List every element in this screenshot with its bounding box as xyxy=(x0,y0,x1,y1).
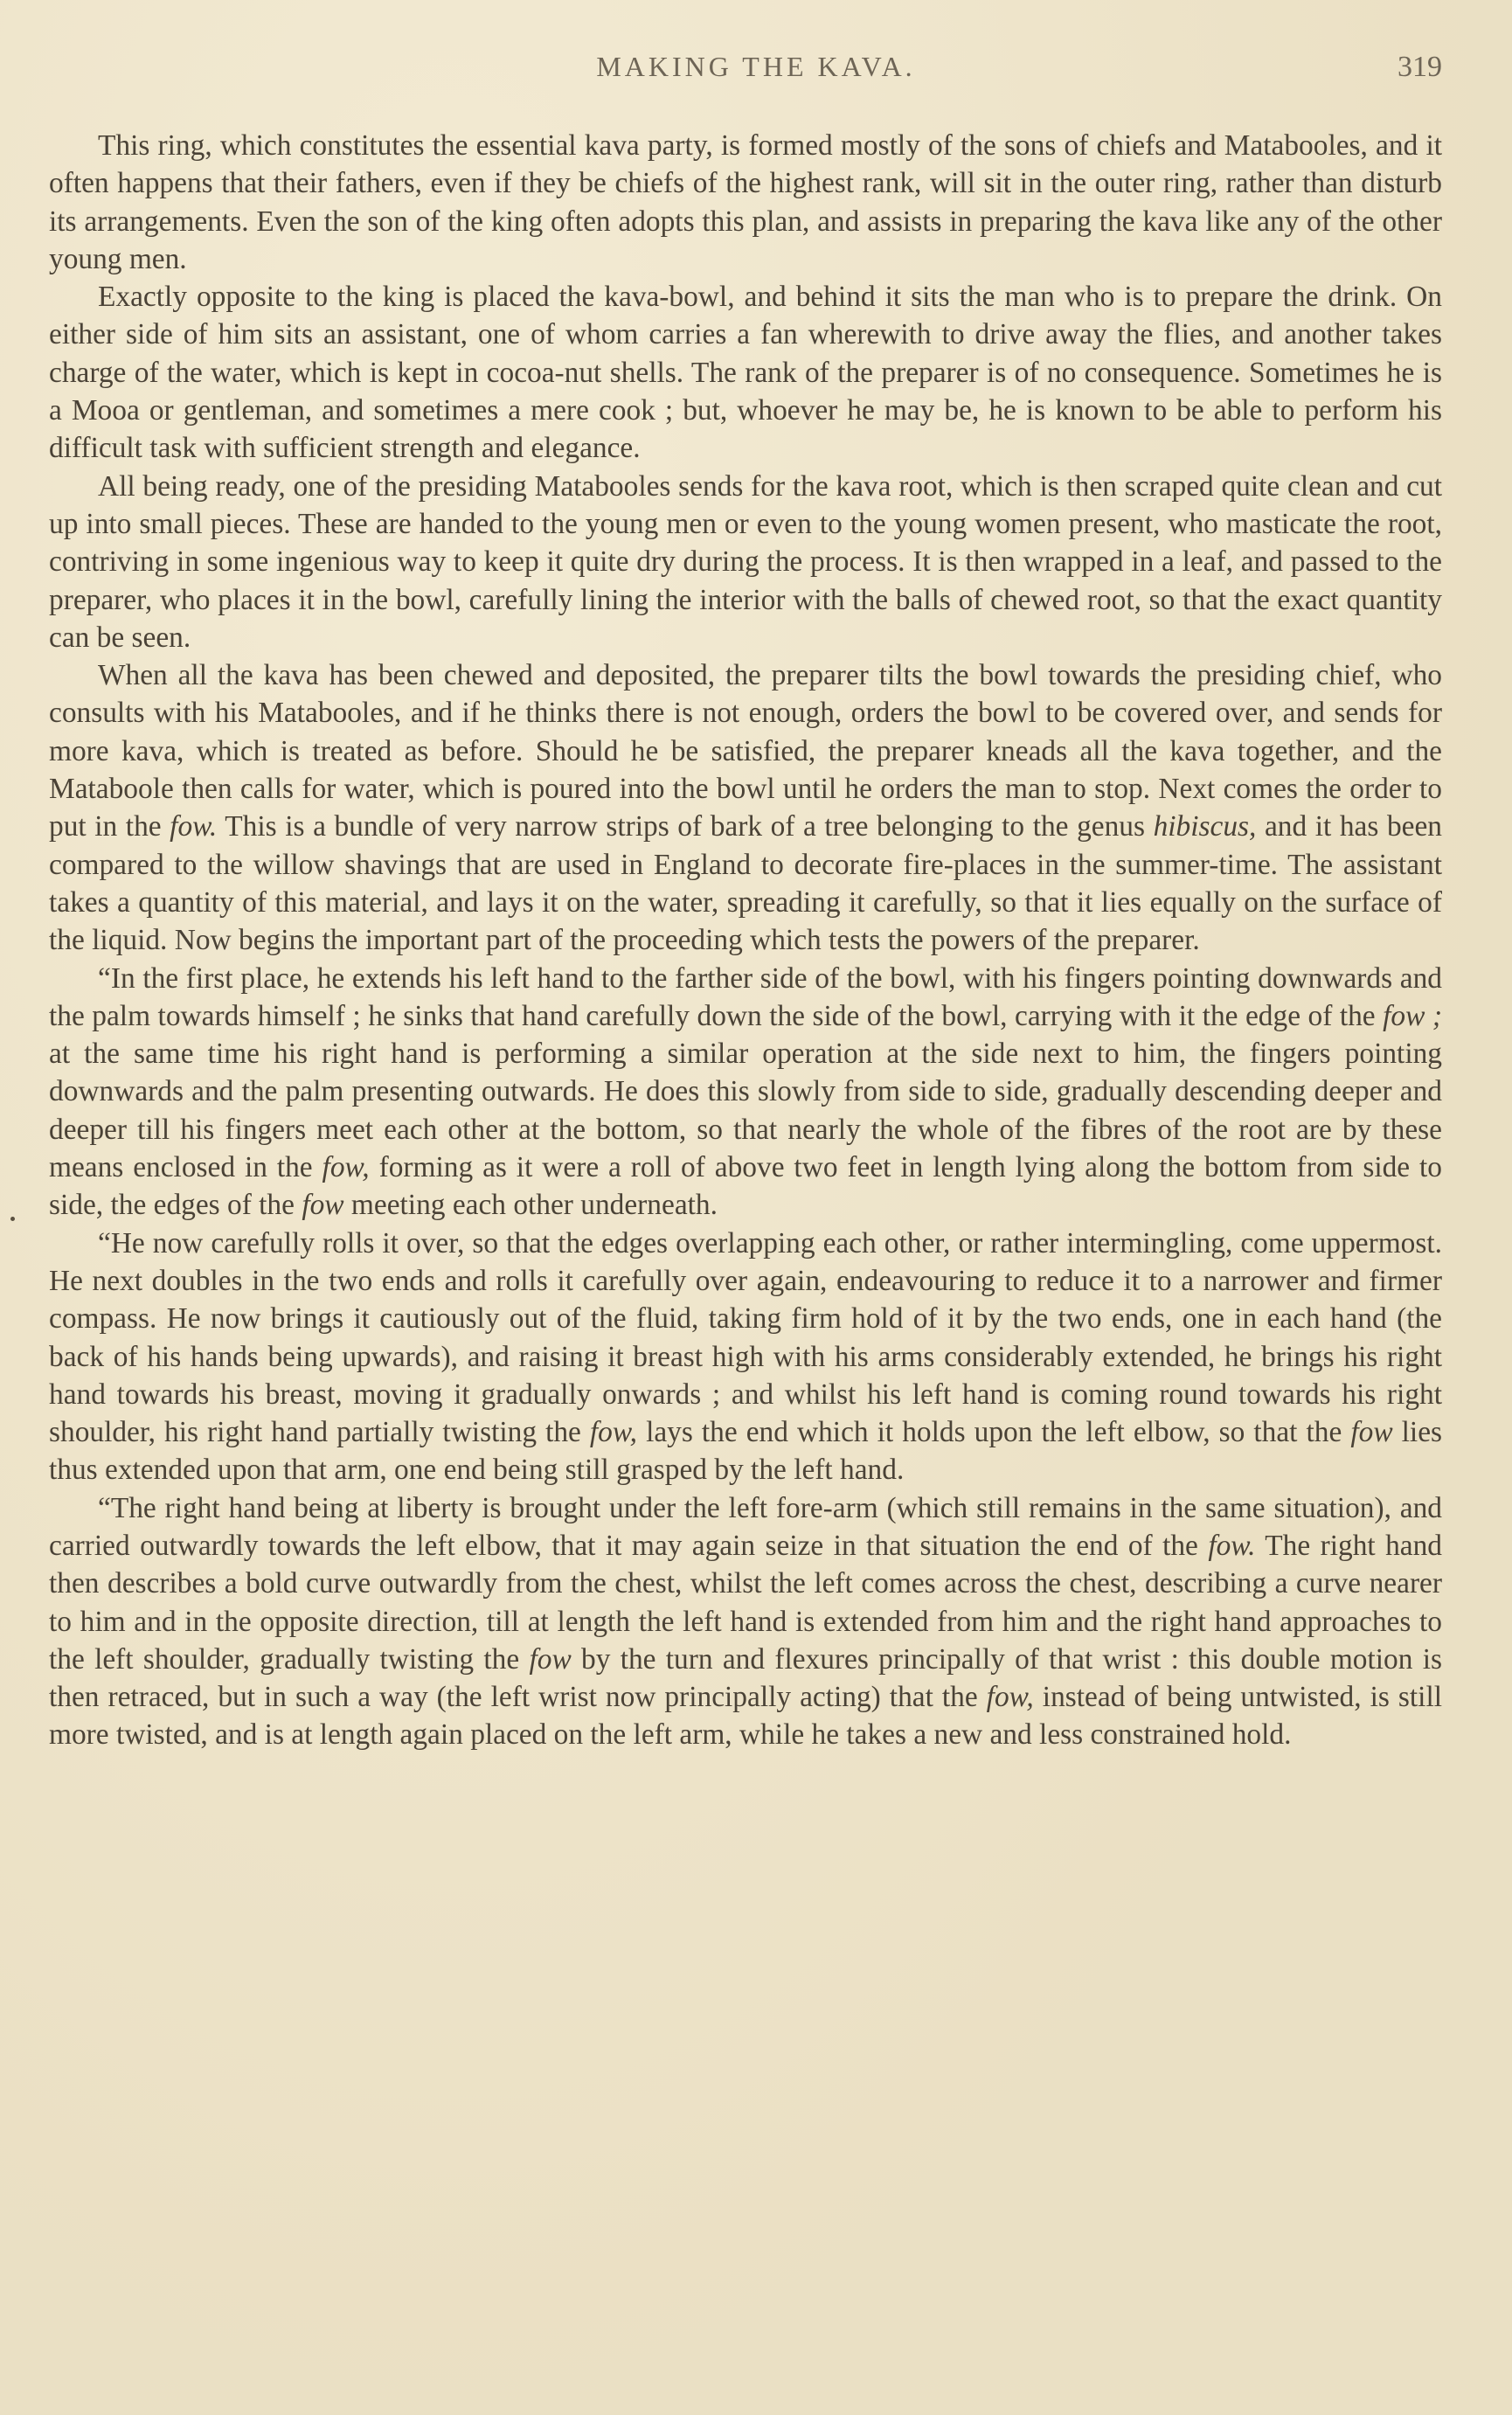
text-run: lays the end which it holds upon the left elbow, so that the xyxy=(637,1416,1351,1449)
italic-term: hibiscus, xyxy=(1153,810,1257,843)
paragraph xyxy=(49,1225,1442,1489)
text-run: The right hand then describes a bold curve outwardly from the chest, whilst the left comes across the chest, describing a curve nearer to him and in the opposite direction, till at length the left hand is extended from him and the right hand approaches to the left shoulder, gradually twisting the xyxy=(49,1529,1442,1676)
italic-term: fow. xyxy=(1208,1529,1256,1562)
text-run: and it has been compared to the willow shavings that are used in England to decorate fire-places in the summer-time. The assistant takes a quantity of this material, and lays it on the water, spreading it carefully, so that it lies equally on the surface of the liquid. Now begins the important part of the proceeding which tests the powers of the preparer. xyxy=(49,810,1442,957)
paragraph xyxy=(49,278,1442,467)
italic-term: fow ; xyxy=(1383,999,1442,1032)
body-text xyxy=(49,127,1442,1754)
paper-speck xyxy=(10,1217,15,1221)
running-title: MAKING THE KAVA. xyxy=(596,51,916,82)
text-run: at the same time his right hand is performing a similar operation at the side next to him, the fingers pointing downwards and the palm presenting outwards. He does this slowly from side to side, gradually descending deeper and deeper till his fingers meet each other at the bottom, so that nearly the whole of the fibres of the root are by these means enclosed in the xyxy=(49,1037,1442,1184)
text-run: This ring, which constitutes the essential kava party, is formed mostly of the sons of chiefs and Matabooles, and it often happens that their fathers, even if they be chiefs of the highest rank, will sit in the outer ring, rather than disturb its arrangements. Even the son of the king often adopts this plan, and assists in preparing the kava like any of the other young men. xyxy=(49,129,1442,275)
text-run: by the turn and flexures principally of that wrist : this double motion is then retraced, but in such a way (the left wrist now principally acting) that the xyxy=(49,1642,1443,1714)
italic-term: fow, xyxy=(589,1416,638,1449)
paragraph xyxy=(49,656,1442,959)
italic-term: fow, xyxy=(986,1681,1034,1714)
page-number: 319 xyxy=(1398,51,1442,83)
paragraph xyxy=(49,1489,1442,1754)
text-run: meeting each other underneath. xyxy=(343,1189,718,1222)
text-run: All being ready, one of the presiding Matabooles sends for the kava root, which is then scraped quite clean and cut up into small pieces. These are handed to the young men or even to the young women present, who masticate the root, contriving in some ingenious way to keep it quite dry during the process. It is then wrapped in a leaf, and passed to the preparer, who places it in the bowl, carefully lining the interior with the balls of chewed root, so that the exact quantity can be seen. xyxy=(49,469,1442,654)
paragraph xyxy=(49,127,1442,278)
text-run: instead of being untwisted, is still more twisted, and is at length again placed on the left arm, while he takes a new and less constrained hold. xyxy=(49,1681,1442,1752)
text-run: “In the first place, he extends his left hand to the farther side of the bowl, with his fingers pointing downwards and the palm towards himself ; he sinks that hand carefully down the side of the bowl, carrying with it the edge of the xyxy=(49,961,1442,1032)
italic-term: fow xyxy=(529,1642,572,1676)
running-head xyxy=(0,51,1512,89)
italic-term: fow xyxy=(302,1189,344,1222)
text-run: When all the kava has been chewed and deposited, the preparer tilts the bowl towards the presiding chief, who consults with his Matabooles, and if he thinks there is not enough, orders the bowl to be covered over, and sends for more kava, which is treated as before. Should he be satisfied, the preparer kneads all the kava together, and the Mataboole then calls for water, which is poured into the bowl until he orders the man to stop. Next comes the order to put in the xyxy=(49,659,1442,843)
text-run: “The right hand being at liberty is brought under the left fore-arm (which still remains in the same situation), and carried outwardly towards the left elbow, that it may again seize in that situation the end of the xyxy=(49,1491,1442,1562)
text-run: This is a bundle of very narrow strips of bark of a tree belonging to the genus xyxy=(217,810,1154,843)
text-run: lies thus extended upon that arm, one end being still grasped by the left hand. xyxy=(49,1416,1443,1487)
text-run: forming as it were a roll of above two feet in length lying along the bottom from side to side, the edges of the xyxy=(49,1151,1442,1222)
italic-term: fow xyxy=(1350,1416,1393,1449)
italic-term: fow, xyxy=(322,1151,370,1184)
text-run: “He now carefully rolls it over, so that the edges overlapping each other, or rather intermingling, come uppermost. He next doubles in the two ends and rolls it carefully over again, endeavouring to reduce it to a narrower and firmer compass. He now brings it cautiously out of the fluid, taking firm hold of it by the two ends, one in each hand (the back of his hands being upwards), and raising it breast high with his arms considerably extended, he brings his right hand towards his breast, moving it gradually onwards ; and whilst his left hand is coming round towards his right shoulder, his right hand partially twisting the xyxy=(49,1226,1442,1449)
text-run: Exactly opposite to the king is placed the kava-bowl, and behind it sits the man who is to prepare the drink. On either side of him sits an assistant, one of whom carries a fan wherewith to drive away the flies, and another takes charge of the water, which is kept in cocoa-nut shells. The rank of the preparer is of no consequence. Sometimes he is a Mooa or gentleman, and sometimes a mere cook ; but, whoever he may be, he is known to be able to perform his difficult task with sufficient strength and elegance. xyxy=(49,281,1442,465)
paragraph xyxy=(49,960,1442,1225)
paragraph xyxy=(49,468,1442,656)
italic-term: fow. xyxy=(170,810,218,843)
